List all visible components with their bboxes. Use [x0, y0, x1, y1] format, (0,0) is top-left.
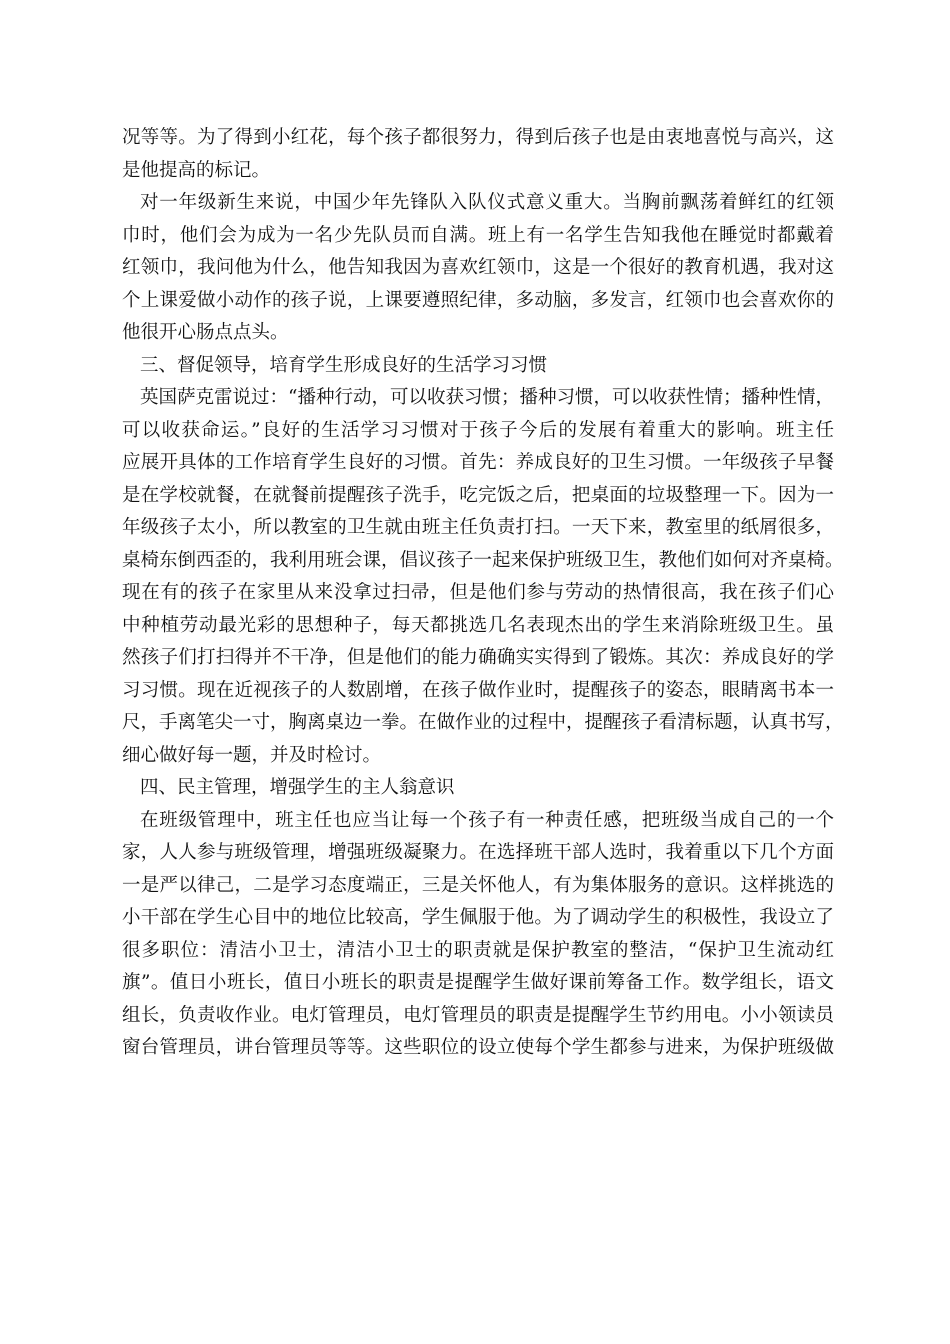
text-line: 然孩子们打扫得并不干净，但是他们的能力确确实实得到了锻炼。其次：养成良好的学 — [122, 647, 834, 668]
text-line: 个上课爱做小动作的孩子说，上课要遵照纪律，多动脑，多发言，红领巾也会喜欢你的 — [122, 289, 834, 311]
text-line: 是他提高的标记。 — [122, 159, 271, 181]
text-line: 中种植劳动最光彩的思想种子，每天都挑选几名表现杰出的学生来消除班级卫生。虽 — [122, 614, 834, 636]
text-line: 小干部在学生心目中的地位比较高，学生佩服于他。为了调动学生的积极性，我设立了 — [122, 907, 834, 928]
text-line: 组长，负责收作业。电灯管理员，电灯管理员的职责是提醒学生节约用电。小小领读员 — [122, 1004, 834, 1026]
paragraph-start-line: 在班级管理中，班主任也应当让每一个孩子有一种责任感，把班级当成自己的一个 — [140, 809, 834, 831]
text-line: 习习惯。现在近视孩子的人数剧增，在孩子做作业时，提醒孩子的姿态，眼睛离书本一 — [122, 679, 834, 701]
text-line: 旗”。值日小班长，值日小班长的职责是提醒学生做好课前筹备工作。数学组长，语文 — [122, 972, 834, 993]
text-line: 况等等。为了得到小红花，每个孩子都很努力，得到后孩子也是由衷地喜悦与高兴，这 — [122, 127, 834, 148]
text-line: 窗台管理员，讲台管理员等等。这些职位的设立使每个学生都参与进来，为保护班级做 — [122, 1037, 834, 1058]
text-line: 家，人人参与班级管理，增强班级凝聚力。在选择班干部人选时，我着重以下几个方面 — [122, 842, 834, 863]
text-line: 巾时，他们会为成为一名少先队员而自满。班上有一名学生告知我他在睡觉时都戴着 — [122, 224, 834, 246]
text-line: 很多职位：清洁小卫士，清洁小卫士的职责就是保护教室的整洁，“保护卫生流动红 — [122, 939, 834, 961]
text-line: 现在有的孩子在家里从来没拿过扫帚，但是他们参与劳动的热情很高，我在孩子们心 — [122, 582, 834, 603]
section-heading: 三、督促领导，培育学生形成良好的生活学习习惯 — [140, 354, 548, 376]
text-line: 尺，手离笔尖一寸，胸离桌边一拳。在做作业的过程中，提醒孩子看清标题，认真书写， — [122, 712, 844, 733]
text-line: 他很开心肠点点头。 — [122, 322, 289, 343]
section-heading: 四、民主管理，增强学生的主人翁意识 — [140, 777, 455, 798]
text-line: 年级孩子太小，所以教室的卫生就由班主任负责打扫。一天下来，教室里的纸屑很多， — [122, 517, 834, 538]
text-line: 应展开具体的工作培育学生良好的习惯。首先：养成良好的卫生习惯。一年级孩子早餐 — [122, 452, 834, 473]
text-line: 可以收获命运。”良好的生活学习习惯对于孩子今后的发展有着重大的影响。班主任 — [122, 419, 834, 441]
document-body — [122, 122, 844, 1065]
text-line: 桌椅东倒西歪的，我利用班会课，倡议孩子一起来保护班级卫生，教他们如何对齐桌椅。 — [122, 549, 844, 571]
text-line: 红领巾，我问他为什么，他告知我因为喜欢红领巾，这是一个很好的教育机遇，我对这 — [122, 257, 834, 278]
paragraph-start-line: 对一年级新生来说，中国少年先锋队入队仪式意义重大。当胸前飘荡着鲜红的红领 — [140, 192, 834, 213]
text-line: 细心做好每一题，并及时检讨。 — [122, 744, 382, 766]
paragraph-start-line: 英国萨克雷说过：“播种行动，可以收获习惯；播种习惯，可以收获性情；播种性情， — [140, 387, 834, 408]
text-line: 一是严以律己，二是学习态度端正，三是关怀他人，有为集体服务的意识。这样挑选的 — [122, 874, 834, 896]
text-line: 是在学校就餐，在就餐前提醒孩子洗手，吃完饭之后，把桌面的垃圾整理一下。因为一 — [122, 484, 834, 506]
